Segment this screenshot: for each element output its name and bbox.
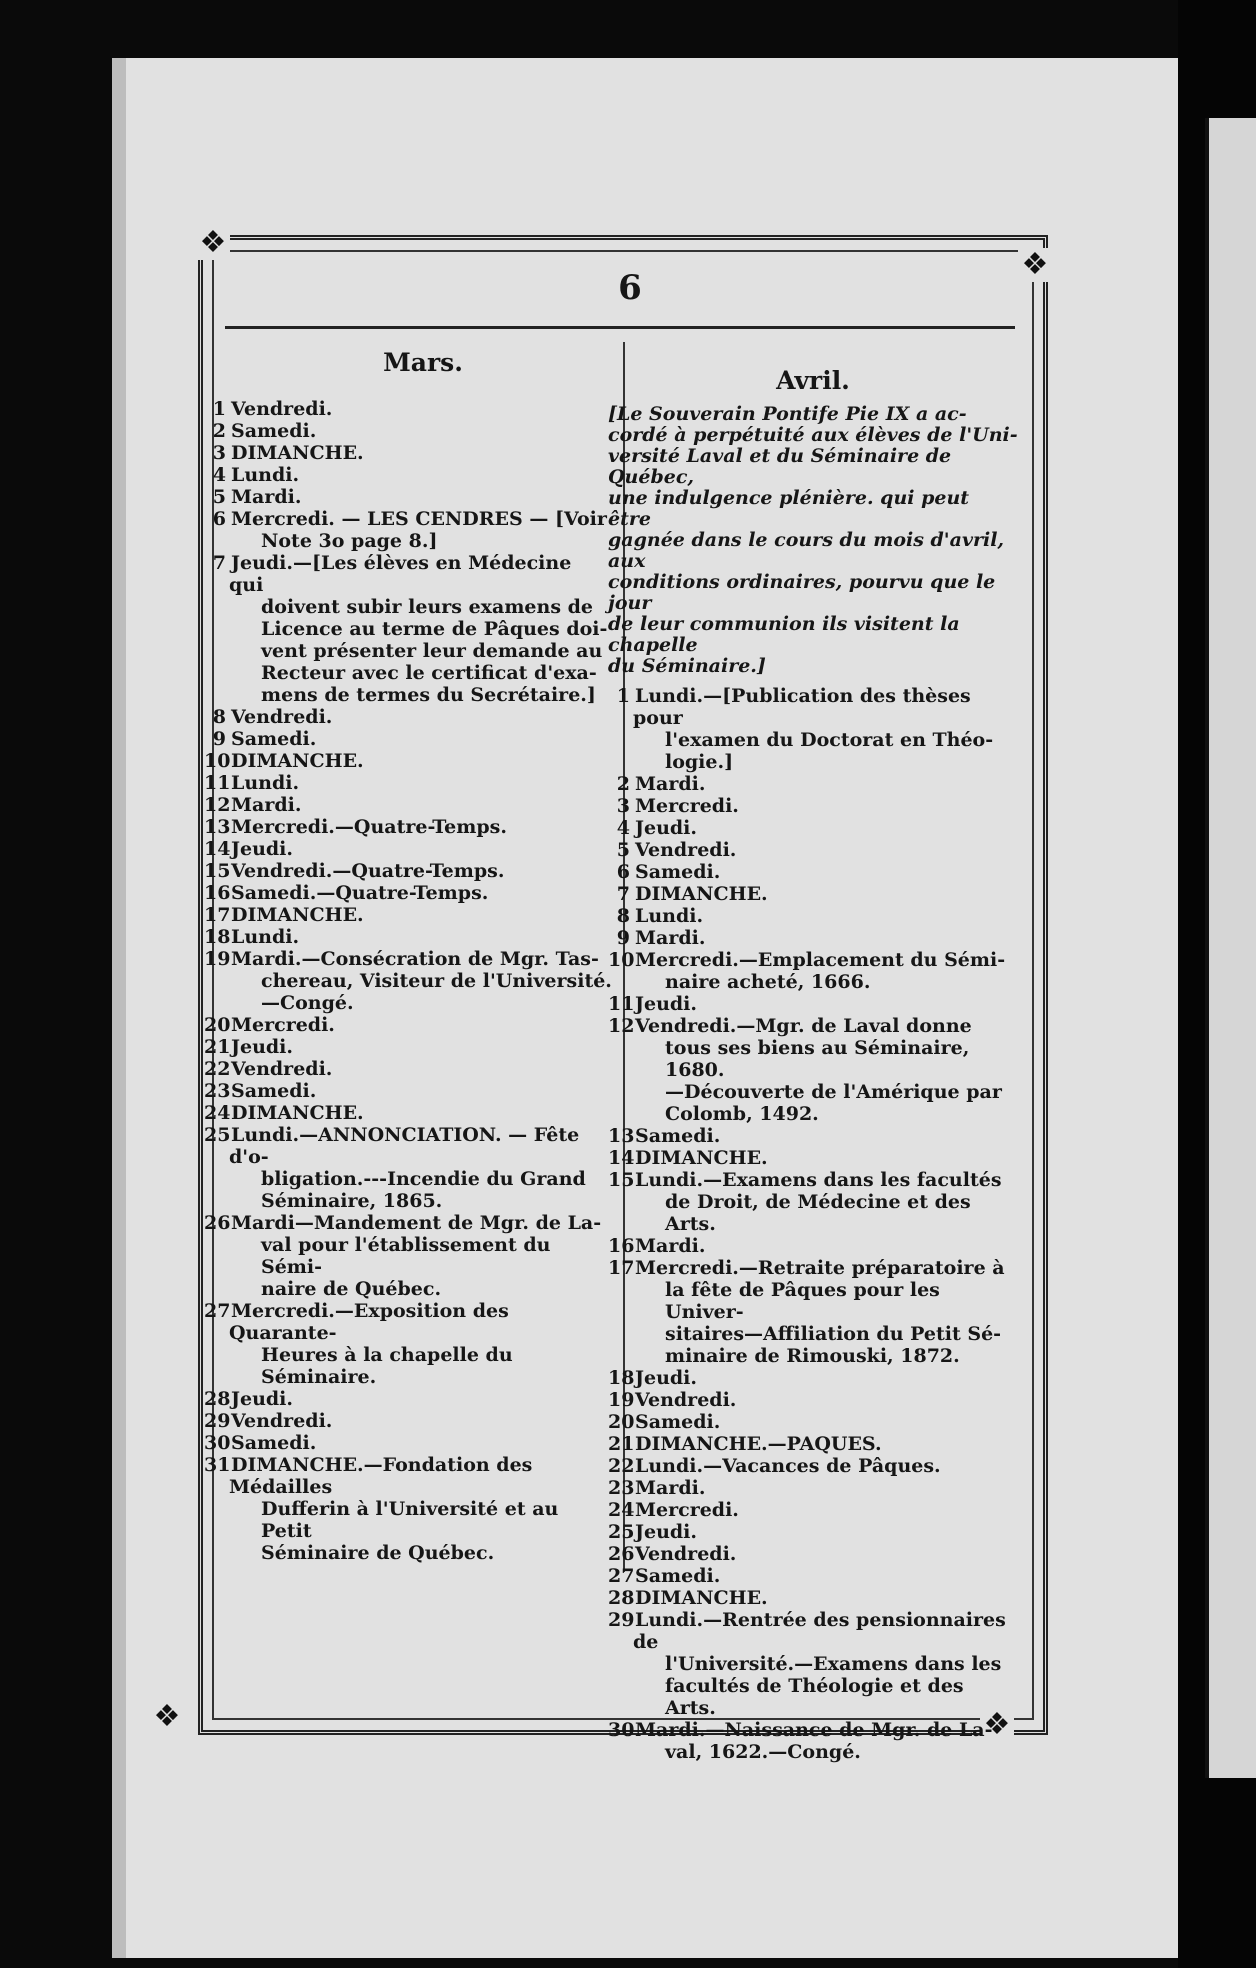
entry-text: Mercredi. bbox=[635, 1499, 739, 1521]
entry-continuation: bligation.---Incendie du Grand bbox=[261, 1168, 586, 1190]
calendar-entry bbox=[204, 1212, 612, 1234]
day-number: 12 bbox=[204, 794, 231, 816]
entry-continuation: Licence au terme de Pâques doi- bbox=[261, 618, 608, 640]
day-number: 7 bbox=[616, 883, 630, 905]
entry-text: Jeudi. bbox=[231, 1036, 294, 1058]
day-number: 19 bbox=[204, 948, 231, 970]
day-number: 16 bbox=[204, 882, 231, 904]
entry-text: Mercredi. bbox=[231, 1014, 335, 1036]
entry-text: Vendredi. bbox=[635, 1389, 737, 1411]
calendar-entry bbox=[608, 817, 1018, 839]
day-number: 20 bbox=[608, 1411, 635, 1433]
calendar-entry bbox=[608, 1499, 1018, 1521]
day-number: 9 bbox=[616, 927, 630, 949]
entry-text: Vendredi.—Quatre-Temps. bbox=[231, 860, 505, 882]
calendar-entry bbox=[608, 1169, 1018, 1191]
intro-line: conditions ordinaires, pourvu que le jour bbox=[608, 571, 996, 614]
entry-text: DIMANCHE.—Fondation des Médailles bbox=[229, 1454, 533, 1498]
entry-text: Lundi. bbox=[231, 926, 300, 948]
calendar-entry bbox=[204, 706, 612, 728]
entry-text: Vendredi. bbox=[231, 1410, 333, 1432]
day-number: 31 bbox=[204, 1454, 231, 1476]
entry-text: Samedi.—Quatre-Temps. bbox=[231, 882, 489, 904]
entry-text: Vendredi. bbox=[635, 839, 737, 861]
calendar-entry bbox=[204, 552, 612, 596]
day-number: 3 bbox=[616, 795, 630, 817]
adjacent-page bbox=[1205, 118, 1256, 1778]
day-number: 30 bbox=[608, 1719, 635, 1741]
day-number: 16 bbox=[608, 1235, 635, 1257]
day-number: 21 bbox=[204, 1036, 231, 1058]
calendar-entry bbox=[204, 420, 612, 442]
entry-text: Mercredi.—Emplacement du Sémi- bbox=[635, 949, 1006, 971]
calendar-entry bbox=[204, 948, 612, 970]
mars-heading: Mars. bbox=[383, 348, 463, 377]
entry-text: Jeudi. bbox=[231, 838, 294, 860]
intro-line: versité Laval et du Séminaire de Québec, bbox=[608, 445, 952, 488]
day-number: 22 bbox=[204, 1058, 231, 1080]
day-number: 23 bbox=[608, 1477, 635, 1499]
entry-continuation: l'examen du Doctorat en Théo- bbox=[665, 729, 994, 751]
day-number: 29 bbox=[608, 1609, 635, 1631]
calendar-entry bbox=[608, 1147, 1018, 1169]
day-number: 11 bbox=[608, 993, 635, 1015]
calendar-entry bbox=[204, 838, 612, 860]
entry-text: Samedi. bbox=[635, 1411, 721, 1433]
entry-text: Samedi. bbox=[231, 1080, 317, 1102]
day-number: 9 bbox=[212, 728, 226, 750]
calendar-entry bbox=[204, 1124, 612, 1168]
calendar-entry bbox=[608, 883, 1018, 905]
entry-text: Samedi. bbox=[635, 1125, 721, 1147]
entry-text: Mardi. bbox=[231, 794, 302, 816]
intro-line: cordé à perpétuité aux élèves de l'Uni- bbox=[608, 424, 1018, 446]
calendar-entry bbox=[608, 1477, 1018, 1499]
mars-entries bbox=[204, 398, 612, 1564]
header-rule bbox=[225, 326, 1015, 329]
avril-heading: Avril. bbox=[776, 366, 850, 395]
entry-text: Mardi.—Consécration de Mgr. Tas- bbox=[231, 948, 599, 970]
entry-text: Jeudi. bbox=[635, 817, 698, 839]
intro-line: [Le Souverain Pontife Pie IX a ac- bbox=[608, 403, 967, 425]
entry-text: Lundi. bbox=[231, 464, 300, 486]
day-number: 17 bbox=[608, 1257, 635, 1279]
day-number: 5 bbox=[616, 839, 630, 861]
calendar-entry bbox=[204, 464, 612, 486]
entry-text: Mercredi. — LES CENDRES — [Voir bbox=[231, 508, 607, 530]
entry-text: Mardi—Mandement de Mgr. de La- bbox=[231, 1212, 602, 1234]
entry-continuation: logie.] bbox=[665, 751, 734, 773]
calendar-entry bbox=[204, 508, 612, 530]
entry-text: Lundi.—ANNONCIATION. — Fête d'o- bbox=[229, 1124, 580, 1168]
intro-line: une indulgence plénière. qui peut être bbox=[608, 487, 970, 530]
entry-text: Vendredi.—Mgr. de Laval donne bbox=[635, 1015, 972, 1037]
page-edge bbox=[112, 58, 126, 1958]
calendar-entry bbox=[608, 1455, 1018, 1477]
entry-text: Vendredi. bbox=[231, 398, 333, 420]
calendar-entry bbox=[608, 1433, 1018, 1455]
avril-column bbox=[608, 352, 1018, 1763]
calendar-entry bbox=[204, 816, 612, 838]
entry-text: Lundi.—Vacances de Pâques. bbox=[635, 1455, 941, 1477]
entry-text: Jeudi. bbox=[231, 1388, 294, 1410]
entry-continuation: doivent subir leurs examens de bbox=[261, 596, 594, 618]
entry-text: Mercredi.—Exposition des Quarante- bbox=[229, 1300, 509, 1344]
intro-line: du Séminaire.] bbox=[608, 655, 766, 677]
entry-continuation: Colomb, 1492. bbox=[665, 1103, 819, 1125]
calendar-entry bbox=[608, 1587, 1018, 1609]
entry-text: Samedi. bbox=[635, 861, 721, 883]
calendar-entry bbox=[204, 860, 612, 882]
entry-text: Lundi.—[Publication des thèses pour bbox=[633, 685, 971, 729]
day-number: 18 bbox=[204, 926, 231, 948]
day-number: 27 bbox=[608, 1565, 635, 1587]
entry-continuation: Note 3o page 8.] bbox=[261, 530, 438, 552]
calendar-entry bbox=[204, 882, 612, 904]
entry-text: Mardi. bbox=[635, 927, 706, 949]
calendar-entry bbox=[204, 904, 612, 926]
entry-continuation: tous ses biens au Séminaire, 1680. bbox=[665, 1037, 970, 1081]
day-number: 23 bbox=[204, 1080, 231, 1102]
calendar-entry bbox=[204, 1080, 612, 1102]
entry-continuation: Séminaire, 1865. bbox=[261, 1190, 443, 1212]
day-number: 10 bbox=[608, 949, 635, 971]
day-number: 8 bbox=[212, 706, 226, 728]
entry-text: Mardi. bbox=[635, 773, 706, 795]
day-number: 22 bbox=[608, 1455, 635, 1477]
day-number: 10 bbox=[204, 750, 231, 772]
intro-line: gagnée dans le cours du mois d'avril, aux bbox=[608, 529, 1005, 572]
day-number: 7 bbox=[212, 552, 226, 574]
entry-text: Vendredi. bbox=[635, 1543, 737, 1565]
mars-column bbox=[204, 348, 612, 1564]
entry-text: Vendredi. bbox=[231, 1058, 333, 1080]
entry-continuation: Heures à la chapelle du Séminaire. bbox=[261, 1344, 513, 1388]
day-number: 17 bbox=[204, 904, 231, 926]
entry-text: Mercredi. bbox=[635, 795, 739, 817]
calendar-entry bbox=[608, 1367, 1018, 1389]
day-number: 8 bbox=[616, 905, 630, 927]
corner-ornament-icon: ❖ bbox=[980, 1708, 1014, 1742]
day-number: 2 bbox=[616, 773, 630, 795]
calendar-entry bbox=[608, 1411, 1018, 1433]
entry-text: Samedi. bbox=[231, 728, 317, 750]
entry-text: DIMANCHE. bbox=[231, 750, 364, 772]
entry-text: Mercredi.—Retraite préparatoire à bbox=[635, 1257, 1005, 1279]
calendar-entry bbox=[204, 442, 612, 464]
calendar-entry bbox=[608, 1521, 1018, 1543]
entry-text: Mardi. bbox=[231, 486, 302, 508]
calendar-entry bbox=[204, 1432, 612, 1454]
entry-text: Vendredi. bbox=[231, 706, 333, 728]
entry-continuation: mens de termes du Secrétaire.] bbox=[261, 684, 596, 706]
day-number: 1 bbox=[212, 398, 226, 420]
calendar-entry bbox=[204, 1300, 612, 1344]
entry-text: Samedi. bbox=[231, 1432, 317, 1454]
entry-text: Mercredi.—Quatre-Temps. bbox=[231, 816, 507, 838]
day-number: 24 bbox=[608, 1499, 635, 1521]
day-number: 26 bbox=[608, 1543, 635, 1565]
day-number: 6 bbox=[212, 508, 226, 530]
calendar-entry bbox=[608, 1543, 1018, 1565]
entry-text: Samedi. bbox=[231, 420, 317, 442]
entry-text: Jeudi. bbox=[635, 993, 698, 1015]
calendar-entry bbox=[608, 1719, 1018, 1741]
calendar-entry bbox=[608, 839, 1018, 861]
day-number: 15 bbox=[608, 1169, 635, 1191]
day-number: 15 bbox=[204, 860, 231, 882]
day-number: 14 bbox=[204, 838, 231, 860]
day-number: 3 bbox=[212, 442, 226, 464]
day-number: 28 bbox=[608, 1587, 635, 1609]
day-number: 19 bbox=[608, 1389, 635, 1411]
calendar-entry bbox=[204, 1102, 612, 1124]
calendar-entry bbox=[204, 1410, 612, 1432]
entry-continuation: sitaires—Affiliation du Petit Sé- bbox=[665, 1323, 1002, 1345]
calendar-entry bbox=[204, 1014, 612, 1036]
day-number: 18 bbox=[608, 1367, 635, 1389]
day-number: 6 bbox=[616, 861, 630, 883]
day-number: 21 bbox=[608, 1433, 635, 1455]
avril-entries bbox=[608, 685, 1018, 1763]
entry-continuation: la fête de Pâques pour les Univer- bbox=[665, 1279, 940, 1323]
entry-text: Mardi.—Naissance de Mgr. de La- bbox=[635, 1719, 993, 1741]
calendar-entry bbox=[608, 927, 1018, 949]
calendar-entry bbox=[608, 1015, 1018, 1037]
day-number: 27 bbox=[204, 1300, 231, 1322]
entry-text: Mardi. bbox=[635, 1235, 706, 1257]
calendar-entry bbox=[608, 1235, 1018, 1257]
calendar-entry bbox=[204, 1388, 612, 1410]
entry-continuation: l'Université.—Examens dans les bbox=[665, 1653, 1002, 1675]
entry-continuation: —Congé. bbox=[261, 992, 354, 1014]
entry-continuation: vent présenter leur demande au bbox=[261, 640, 603, 662]
calendar-entry bbox=[204, 486, 612, 508]
entry-text: DIMANCHE. bbox=[635, 883, 768, 905]
entry-continuation: de Droit, de Médecine et des Arts. bbox=[665, 1191, 971, 1235]
calendar-entry bbox=[608, 1565, 1018, 1587]
entry-text: DIMANCHE. bbox=[231, 904, 364, 926]
entry-text: Lundi. bbox=[231, 772, 300, 794]
day-number: 14 bbox=[608, 1147, 635, 1169]
day-number: 25 bbox=[608, 1521, 635, 1543]
calendar-entry bbox=[608, 861, 1018, 883]
day-number: 1 bbox=[616, 685, 630, 707]
entry-continuation: val pour l'établissement du Sémi- bbox=[261, 1234, 551, 1278]
calendar-entry bbox=[608, 1125, 1018, 1147]
day-number: 13 bbox=[204, 816, 231, 838]
calendar-entry bbox=[608, 795, 1018, 817]
entry-continuation: —Découverte de l'Amérique par bbox=[665, 1081, 1002, 1103]
entry-text: Lundi.—Rentrée des pensionnaires de bbox=[633, 1609, 1006, 1653]
entry-text: Jeudi. bbox=[635, 1367, 698, 1389]
calendar-entry bbox=[204, 1058, 612, 1080]
day-number: 5 bbox=[212, 486, 226, 508]
day-number: 4 bbox=[212, 464, 226, 486]
entry-text: DIMANCHE. bbox=[231, 442, 364, 464]
calendar-entry bbox=[608, 1389, 1018, 1411]
calendar-entry bbox=[608, 685, 1018, 729]
entry-text: Mardi. bbox=[635, 1477, 706, 1499]
calendar-entry bbox=[608, 905, 1018, 927]
entry-text: Jeudi.—[Les élèves en Médecine qui bbox=[229, 552, 572, 596]
entry-text: DIMANCHE. bbox=[635, 1147, 768, 1169]
day-number: 4 bbox=[616, 817, 630, 839]
entry-continuation: Dufferin à l'Université et au Petit bbox=[261, 1498, 559, 1542]
day-number: 30 bbox=[204, 1432, 231, 1454]
calendar-entry bbox=[608, 993, 1018, 1015]
entry-continuation: val, 1622.—Congé. bbox=[665, 1741, 861, 1763]
day-number: 28 bbox=[204, 1388, 231, 1410]
corner-ornament-icon: ❖ bbox=[1018, 248, 1052, 282]
entry-text: DIMANCHE.—PAQUES. bbox=[635, 1433, 882, 1455]
entry-continuation: minaire de Rimouski, 1872. bbox=[665, 1345, 960, 1367]
calendar-entry bbox=[608, 1609, 1018, 1653]
entry-text: Samedi. bbox=[635, 1565, 721, 1587]
calendar-entry bbox=[608, 773, 1018, 795]
calendar-entry bbox=[204, 926, 612, 948]
calendar-entry bbox=[204, 1454, 612, 1498]
calendar-entry bbox=[204, 794, 612, 816]
day-number: 11 bbox=[204, 772, 231, 794]
day-number: 29 bbox=[204, 1410, 231, 1432]
entry-text: Jeudi. bbox=[635, 1521, 698, 1543]
entry-continuation: chereau, Visiteur de l'Université. bbox=[261, 970, 612, 992]
day-number: 25 bbox=[204, 1124, 231, 1146]
entry-continuation: Recteur avec le certificat d'exa- bbox=[261, 662, 597, 684]
calendar-entry bbox=[204, 1036, 612, 1058]
calendar-entry bbox=[204, 398, 612, 420]
avril-indulgence-note bbox=[608, 404, 1018, 677]
corner-ornament-icon: ❖ bbox=[196, 226, 230, 260]
entry-text: Lundi.—Examens dans les facultés bbox=[635, 1169, 1002, 1191]
entry-text: DIMANCHE. bbox=[635, 1587, 768, 1609]
calendar-entry bbox=[204, 750, 612, 772]
day-number: 2 bbox=[212, 420, 226, 442]
entry-continuation: Séminaire de Québec. bbox=[261, 1542, 495, 1564]
calendar-entry bbox=[608, 949, 1018, 971]
entry-continuation: naire de Québec. bbox=[261, 1278, 442, 1300]
day-number: 13 bbox=[608, 1125, 635, 1147]
corner-ornament-icon: ❖ bbox=[150, 1700, 184, 1734]
day-number: 26 bbox=[204, 1212, 231, 1234]
calendar-entry bbox=[608, 1257, 1018, 1279]
entry-continuation: naire acheté, 1666. bbox=[665, 971, 871, 993]
day-number: 24 bbox=[204, 1102, 231, 1124]
entry-continuation: facultés de Théologie et des Arts. bbox=[665, 1675, 964, 1719]
entry-text: Lundi. bbox=[635, 905, 704, 927]
day-number: 12 bbox=[608, 1015, 635, 1037]
calendar-entry bbox=[204, 728, 612, 750]
intro-line: de leur communion ils visitent la chapelle bbox=[608, 613, 960, 656]
day-number: 20 bbox=[204, 1014, 231, 1036]
page-number: 6 bbox=[618, 268, 642, 308]
calendar-entry bbox=[204, 772, 612, 794]
entry-text: DIMANCHE. bbox=[231, 1102, 364, 1124]
